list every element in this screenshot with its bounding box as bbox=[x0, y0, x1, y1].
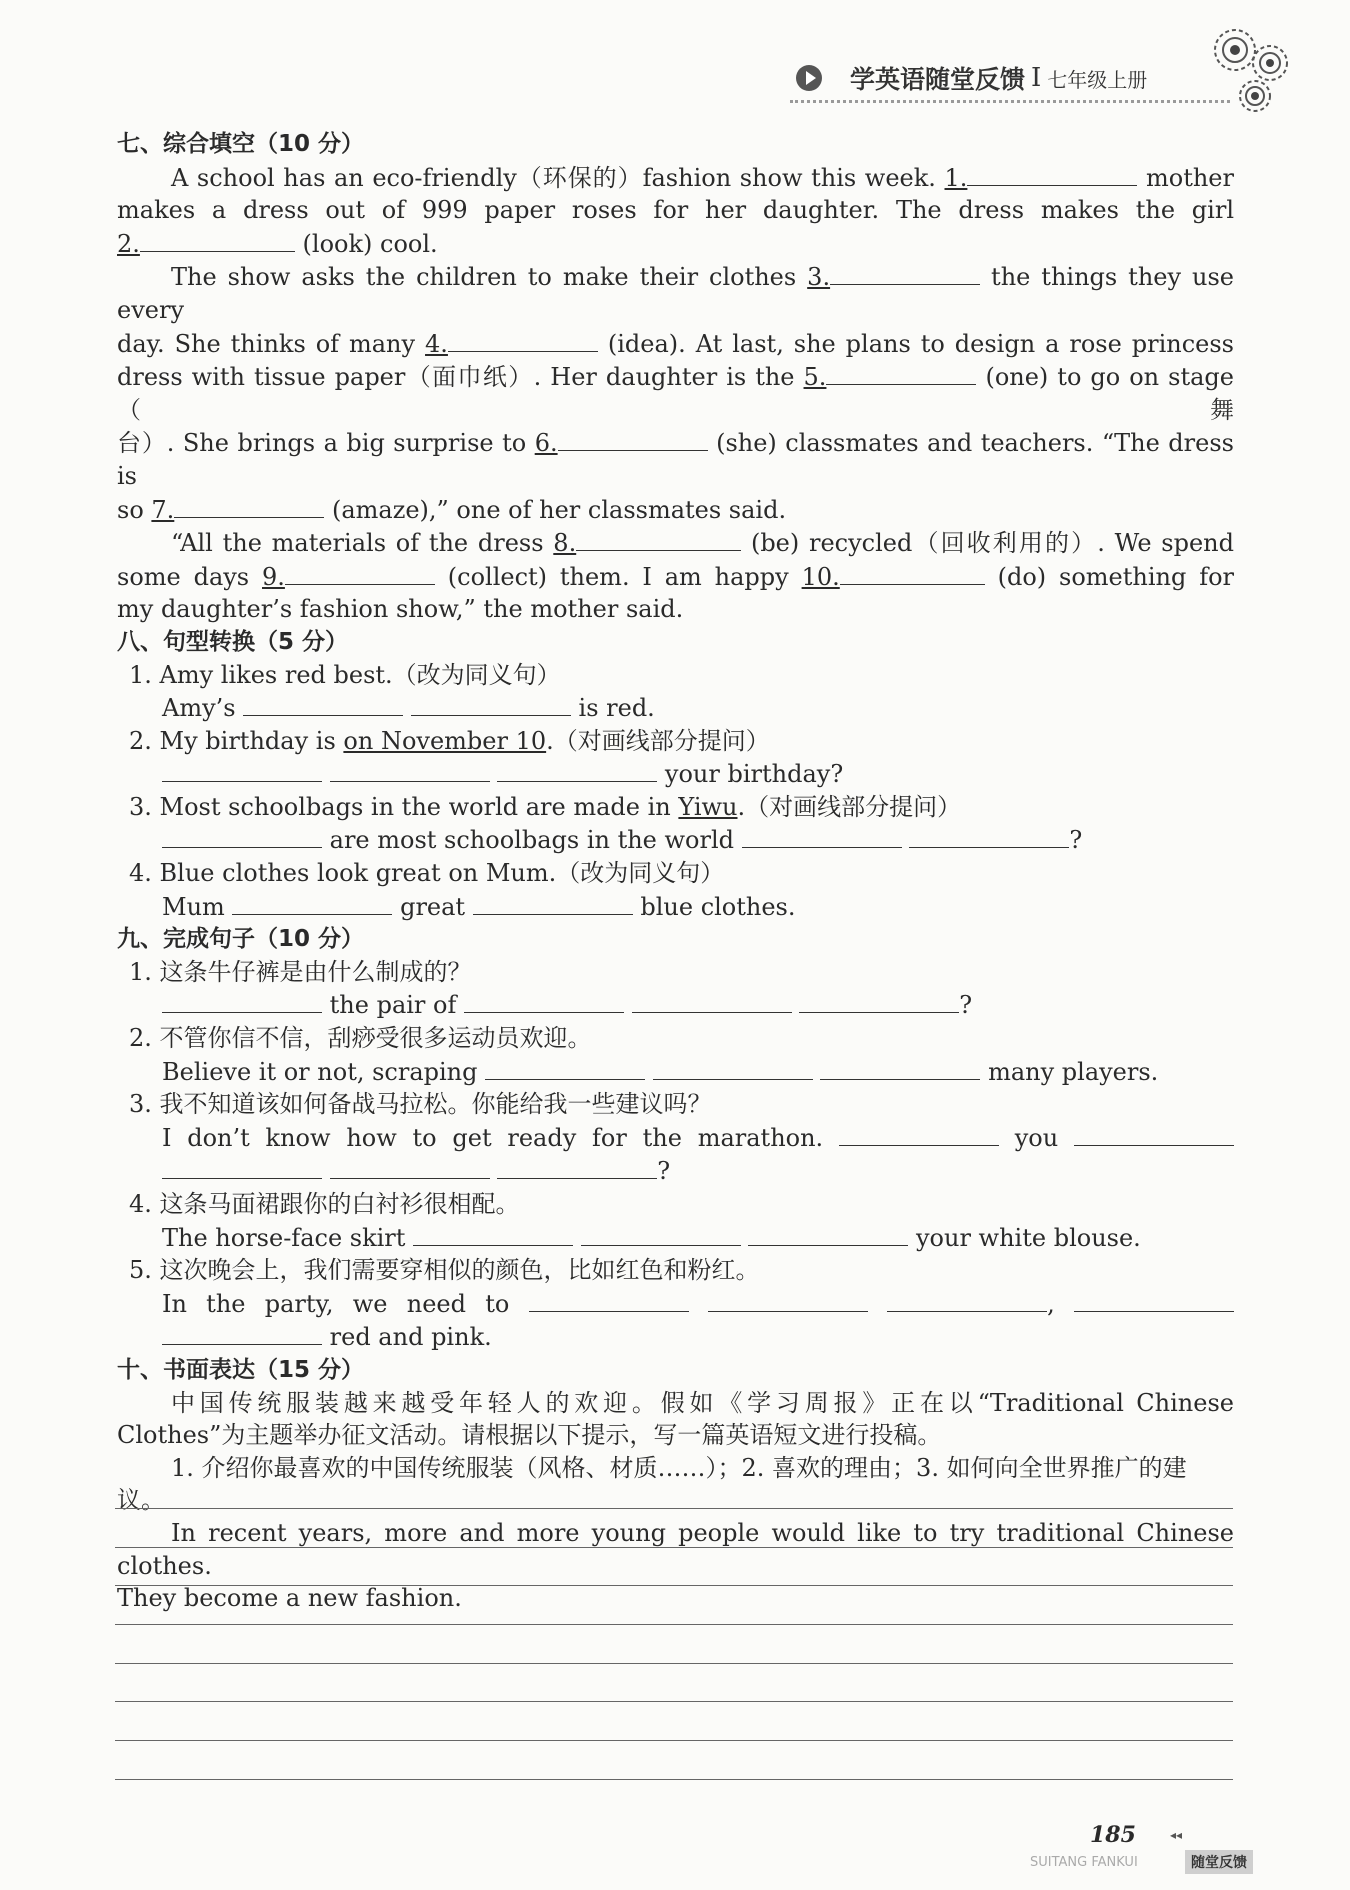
writing-prompt-line: Clothes”为主题举办征文活动。请根据以下提示，写一篇英语短文进行投稿。 bbox=[117, 1421, 942, 1450]
section-10-heading: 十、书面表达（15 分） bbox=[117, 1356, 365, 1383]
answer-line-3b bbox=[117, 1154, 1234, 1188]
cloze-line bbox=[117, 560, 1234, 594]
answer-blank[interactable] bbox=[708, 1287, 868, 1312]
answer-blank[interactable] bbox=[162, 988, 322, 1013]
text: Believe it or not, scraping bbox=[162, 1057, 478, 1086]
section-7-heading: 七、综合填空（10 分） bbox=[117, 131, 365, 157]
blank-number: 7. bbox=[151, 495, 175, 524]
answer-blank[interactable] bbox=[485, 1055, 645, 1080]
answer-blank[interactable] bbox=[464, 988, 624, 1013]
writing-area[interactable] bbox=[115, 1508, 1233, 1818]
answer-line-4 bbox=[117, 1221, 1234, 1255]
worksheet-content bbox=[117, 128, 1234, 1615]
answer-line-3 bbox=[117, 1121, 1234, 1155]
answer-blank[interactable] bbox=[162, 757, 322, 782]
writing-prompt-line: 中国传统服装越来越受年轻人的欢迎。假如《学习周报》正在以“Traditional Chinese bbox=[171, 1388, 1234, 1417]
grade-subtitle: 七年级上册 bbox=[1047, 67, 1148, 92]
underlined-phrase: Yiwu bbox=[678, 792, 738, 821]
question-2: 2. 不管你信不信，刮痧受很多运动员欢迎。 bbox=[129, 1024, 592, 1053]
text: the pair of bbox=[329, 991, 457, 1020]
answer-blank[interactable] bbox=[799, 988, 959, 1013]
text: (one) to go on stage（舞 bbox=[117, 363, 1234, 424]
cloze-line bbox=[117, 327, 1234, 361]
text: A school has an eco-friendly（环保的）fashion show this week. bbox=[171, 163, 936, 192]
play-icon bbox=[796, 65, 822, 91]
answer-blank[interactable] bbox=[632, 988, 792, 1013]
underlined-phrase: on November 10 bbox=[343, 726, 547, 755]
answer-blank-4[interactable] bbox=[448, 327, 598, 352]
answer-blank-1[interactable] bbox=[967, 161, 1137, 186]
text: are most schoolbags in the world bbox=[329, 826, 735, 855]
writing-opening-line: They become a new fashion. bbox=[117, 1584, 462, 1613]
writing-hints: 1. 介绍你最喜欢的中国传统服装（风格、材质……）；2. 喜欢的理由；3. 如何向全世界推广的建议。 bbox=[117, 1453, 1187, 1515]
writing-line[interactable] bbox=[115, 1740, 1233, 1741]
cloze-line: my daughter’s fashion show,” the mother said. bbox=[117, 595, 684, 624]
text: great bbox=[400, 892, 466, 921]
answer-blank[interactable] bbox=[748, 1221, 908, 1246]
text: .（对画线部分提问） bbox=[737, 792, 962, 821]
question-2 bbox=[117, 725, 1234, 758]
blank-number: 2. bbox=[117, 229, 140, 258]
section-9-heading: 九、完成句子（10 分） bbox=[117, 926, 365, 953]
question-3 bbox=[117, 791, 1234, 824]
answer-blank[interactable] bbox=[162, 823, 322, 848]
writing-line[interactable] bbox=[115, 1585, 1233, 1586]
question-3: 3. 我不知道该如何备战马拉松。你能给我一些建议吗？ bbox=[129, 1090, 712, 1119]
writing-line[interactable] bbox=[115, 1663, 1233, 1664]
writing-line[interactable] bbox=[115, 1779, 1233, 1780]
text: your white blouse. bbox=[915, 1223, 1141, 1252]
answer-blank[interactable] bbox=[839, 1121, 999, 1146]
text: , bbox=[1047, 1289, 1055, 1318]
writing-line[interactable] bbox=[115, 1547, 1233, 1548]
text: you bbox=[1014, 1123, 1059, 1152]
answer-blank-5[interactable] bbox=[826, 360, 976, 385]
answer-blank[interactable] bbox=[497, 1154, 657, 1179]
text: 3. Most schoolbags in the world are made in bbox=[129, 792, 671, 821]
text: (she) classmates and teachers. “The dress is bbox=[117, 429, 1234, 490]
blank-number: 4. bbox=[425, 329, 448, 358]
page-number: 185 bbox=[1090, 1822, 1136, 1848]
answer-blank[interactable] bbox=[330, 1154, 490, 1179]
header-separator: I bbox=[1031, 63, 1042, 93]
answer-blank[interactable] bbox=[909, 823, 1069, 848]
footer-brand-en: SUITANG FANKUI bbox=[1030, 1855, 1138, 1870]
text: The show asks the children to make their clothes bbox=[171, 263, 797, 292]
writing-line[interactable] bbox=[115, 1508, 1233, 1509]
text: “All the materials of the dress bbox=[171, 529, 544, 558]
text: blue clothes. bbox=[640, 892, 796, 921]
cloze-line bbox=[117, 161, 1234, 195]
text: The horse-face skirt bbox=[162, 1223, 406, 1252]
section-8-heading: 八、句型转换（5 分） bbox=[117, 628, 349, 655]
text: I don’t know how to get ready for the marathon. bbox=[162, 1123, 824, 1152]
writing-line[interactable] bbox=[115, 1701, 1233, 1702]
answer-blank[interactable] bbox=[887, 1287, 1047, 1312]
text: 台）. She brings a big surprise to bbox=[117, 429, 527, 458]
question-1: 1. 这条牛仔裤是由什么制成的？ bbox=[129, 957, 472, 986]
cloze-line bbox=[117, 360, 1234, 426]
book-title: 学英语随堂反馈 bbox=[850, 65, 1026, 94]
page-header bbox=[796, 58, 1147, 98]
cloze-line bbox=[117, 426, 1234, 492]
text: the things they use every bbox=[117, 263, 1234, 324]
answer-blank-8[interactable] bbox=[576, 526, 741, 551]
blank-number: 5. bbox=[803, 363, 827, 392]
writing-line[interactable] bbox=[115, 1624, 1233, 1625]
question-1: 1. Amy likes red best.（改为同义句） bbox=[129, 660, 561, 689]
text: many players. bbox=[988, 1057, 1159, 1086]
answer-line-5 bbox=[117, 1287, 1234, 1321]
answer-blank[interactable] bbox=[243, 691, 403, 716]
answer-blank[interactable] bbox=[497, 757, 657, 782]
text: is red. bbox=[578, 694, 655, 723]
answer-blank[interactable] bbox=[413, 1221, 573, 1246]
cloze-line bbox=[117, 526, 1234, 560]
answer-blank[interactable] bbox=[162, 1154, 322, 1179]
answer-blank[interactable] bbox=[742, 823, 902, 848]
blank-number: 8. bbox=[553, 529, 577, 558]
blank-number: 6. bbox=[534, 429, 558, 458]
text: In the party, we need to bbox=[162, 1289, 510, 1318]
header-dotted-rule bbox=[790, 100, 1230, 103]
writing-opening-line: In recent years, more and more young people would like to try traditional Chinese clothes. bbox=[117, 1518, 1234, 1580]
blank-number: 1. bbox=[944, 163, 968, 192]
question-4: 4. Blue clothes look great on Mum.（改为同义句） bbox=[129, 859, 725, 888]
cloze-line: makes a dress out of 999 paper roses for her daughter. The dress makes the girl bbox=[117, 196, 1234, 225]
text: ? bbox=[1069, 826, 1083, 855]
answer-line-1 bbox=[117, 988, 1234, 1022]
answer-line-1 bbox=[117, 691, 1234, 725]
answer-line-5b bbox=[117, 1320, 1234, 1354]
text: 2. My birthday is bbox=[129, 726, 336, 755]
answer-blank-6[interactable] bbox=[558, 426, 708, 451]
text: (do) something for bbox=[997, 562, 1234, 591]
blank-number: 9. bbox=[262, 562, 285, 591]
blank-number: 3. bbox=[807, 263, 831, 292]
text: ? bbox=[959, 991, 973, 1020]
question-4: 4. 这条马面裙跟你的白衬衫很相配。 bbox=[129, 1190, 520, 1218]
answer-blank-10[interactable] bbox=[840, 560, 985, 585]
answer-line-2 bbox=[117, 757, 1234, 791]
answer-blank-3[interactable] bbox=[830, 260, 980, 285]
blank-number: 10. bbox=[801, 562, 840, 591]
answer-blank-9[interactable] bbox=[285, 560, 435, 585]
answer-blank[interactable] bbox=[529, 1287, 689, 1312]
question-5: 5. 这次晚会上，我们需要穿相似的颜色，比如红色和粉红。 bbox=[129, 1256, 760, 1285]
answer-blank[interactable] bbox=[1074, 1287, 1234, 1312]
text: mother bbox=[1146, 163, 1234, 192]
text: (amaze),” one of her classmates said. bbox=[331, 495, 787, 524]
answer-blank[interactable] bbox=[581, 1221, 741, 1246]
answer-blank[interactable] bbox=[162, 1320, 322, 1345]
answer-line-2 bbox=[117, 1055, 1234, 1089]
footer-brand-badge: 随堂反馈 bbox=[1185, 1850, 1253, 1874]
answer-blank[interactable] bbox=[473, 890, 633, 915]
answer-blank[interactable] bbox=[820, 1055, 980, 1080]
text: red and pink. bbox=[329, 1323, 492, 1352]
answer-blank[interactable] bbox=[1074, 1121, 1234, 1146]
arrow-icon: ◂◂ bbox=[1170, 1828, 1183, 1842]
text: dress with tissue paper（面巾纸）. Her daughter is the bbox=[117, 363, 795, 392]
text: .（对画线部分提问） bbox=[546, 726, 770, 755]
text: Amy’s bbox=[162, 694, 236, 723]
answer-line-3 bbox=[117, 823, 1234, 857]
text: (idea). At last, she plans to design a rose princess bbox=[607, 329, 1235, 358]
text: (be) recycled（回收利用的）. We spend bbox=[750, 529, 1234, 558]
cloze-line bbox=[117, 260, 1234, 326]
text: ? bbox=[657, 1157, 671, 1186]
answer-blank[interactable] bbox=[653, 1055, 813, 1080]
flower-decoration-icon bbox=[1200, 18, 1310, 118]
cloze-line bbox=[117, 493, 1234, 527]
answer-line-4 bbox=[117, 890, 1234, 924]
text: Mum bbox=[162, 892, 225, 921]
answer-blank-2[interactable] bbox=[140, 227, 295, 252]
text: your birthday? bbox=[664, 760, 844, 789]
text: so bbox=[117, 495, 144, 524]
answer-blank[interactable] bbox=[232, 890, 392, 915]
cloze-line bbox=[117, 227, 1234, 261]
text: some days bbox=[117, 562, 250, 591]
text: (look) cool. bbox=[302, 229, 438, 258]
text: (collect) them. I am happy bbox=[447, 562, 789, 591]
answer-blank[interactable] bbox=[330, 757, 490, 782]
answer-blank[interactable] bbox=[411, 691, 571, 716]
text: day. She thinks of many bbox=[117, 329, 416, 358]
answer-blank-7[interactable] bbox=[174, 493, 324, 518]
